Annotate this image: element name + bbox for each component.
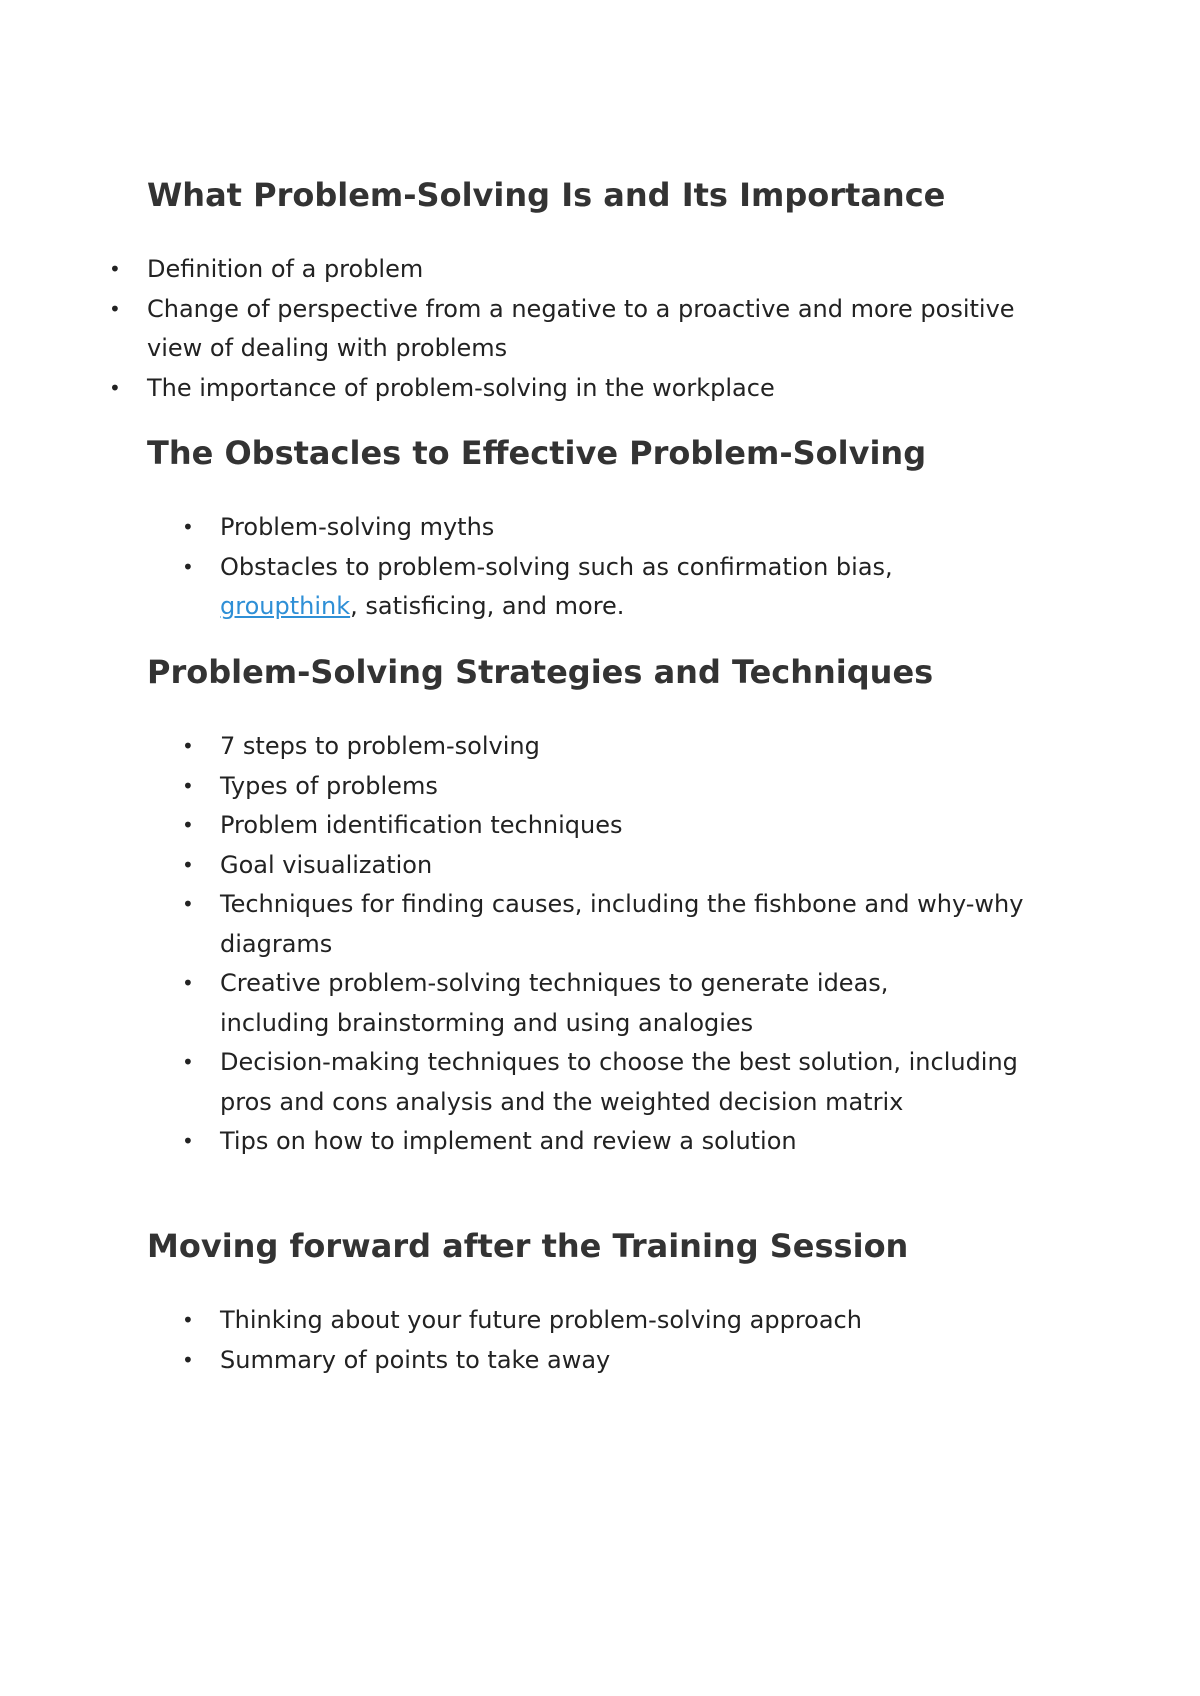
list-item: • Creative problem-solving techniques to generate ideas, including brainstorming and using analogies xyxy=(220,964,980,1043)
list-item: • Problem-solving myths xyxy=(220,508,1070,548)
obstacles-list xyxy=(182,508,1070,627)
bullet-icon: • xyxy=(182,971,194,995)
list-item: • Summary of points to take away xyxy=(220,1341,1070,1381)
strategies-list xyxy=(182,727,1070,1162)
list-item: • Thinking about your future problem-solving approach xyxy=(220,1301,1070,1341)
list-item: • The importance of problem-solving in the workplace xyxy=(147,369,1027,409)
bullet-icon: • xyxy=(182,1308,194,1332)
bullet-icon: • xyxy=(182,1129,194,1153)
bullet-icon: • xyxy=(182,734,194,758)
bullet-icon: • xyxy=(109,296,121,321)
bullet-icon: • xyxy=(182,1050,194,1074)
moving-forward-list xyxy=(182,1301,1070,1380)
bullet-icon: • xyxy=(109,375,121,400)
list-item: • Obstacles to problem-solving such as confirmation bias, groupthink, satisficing, and more. xyxy=(220,548,920,627)
list-item: • 7 steps to problem-solving xyxy=(220,727,1070,767)
section-heading-obstacles: The Obstacles to Effective Problem-Solving xyxy=(147,434,927,472)
bullet-icon: • xyxy=(182,773,194,798)
section-heading-moving-forward: Moving forward after the Training Session xyxy=(147,1227,909,1265)
bullet-icon: • xyxy=(182,892,194,916)
list-item: • Types of problems xyxy=(220,767,1070,807)
section-heading-importance: What Problem-Solving Is and Its Importance xyxy=(147,176,946,214)
list-item: • Techniques for finding causes, including the fishbone and why-why diagrams xyxy=(220,885,1060,964)
bullet-icon: • xyxy=(182,1347,194,1372)
bullet-icon: • xyxy=(182,515,194,539)
importance-list xyxy=(109,250,1027,408)
section-heading-strategies: Problem-Solving Strategies and Techniques xyxy=(147,653,934,691)
bullet-icon: • xyxy=(182,852,194,877)
list-item: • Goal visualization xyxy=(220,846,1070,886)
bullet-icon: • xyxy=(182,813,194,837)
groupthink-link[interactable]: groupthink xyxy=(220,592,351,620)
list-item: • Tips on how to implement and review a solution xyxy=(220,1122,1070,1162)
bullet-icon: • xyxy=(109,257,121,281)
list-item: • Decision-making techniques to choose the best solution, including pros and cons analysis and the weighted decision matrix xyxy=(220,1043,1030,1122)
bullet-icon: • xyxy=(182,554,194,579)
list-item: • Problem identification techniques xyxy=(220,806,1070,846)
list-item: • Change of perspective from a negative to a proactive and more positive view of dealing with problems xyxy=(147,290,1027,369)
list-item: • Definition of a problem xyxy=(147,250,1027,290)
